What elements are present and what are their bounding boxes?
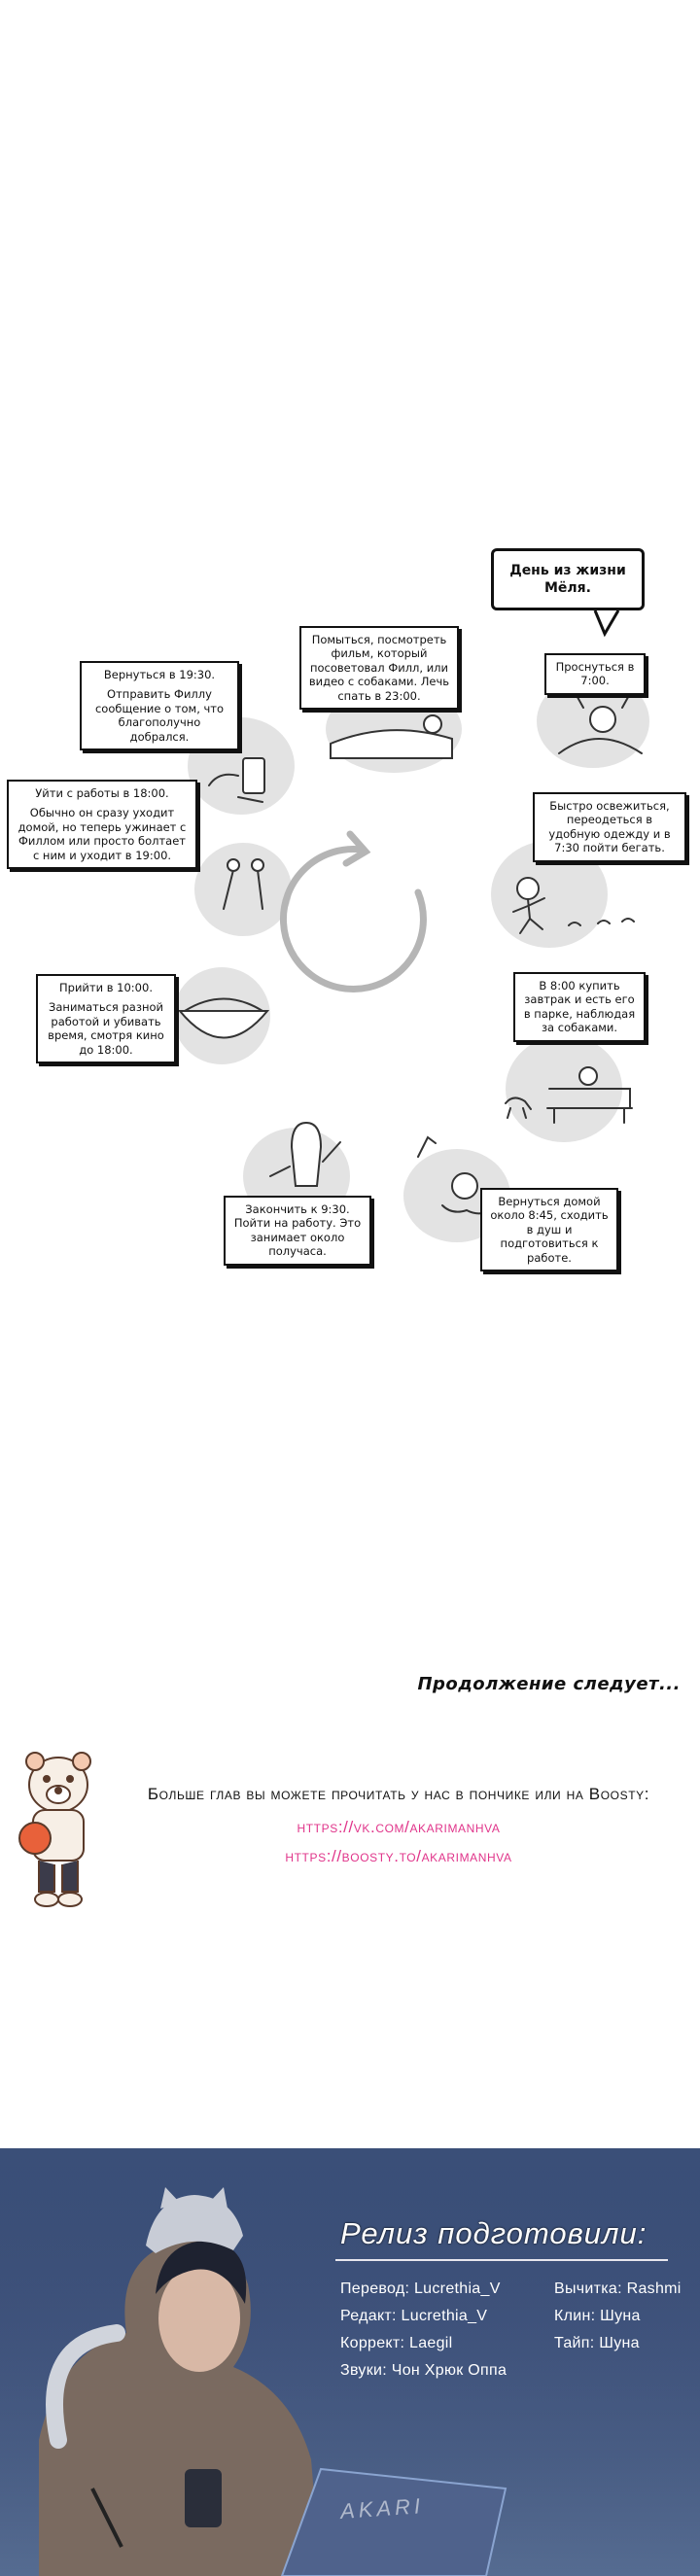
schedule-title-bubble: День из жизни Мёля. xyxy=(491,548,645,610)
note-wake-text: Проснуться в 7:00. xyxy=(555,660,635,688)
note-arrive-text: Заниматься разной работой и убивать время, смотря кино до 18:00. xyxy=(48,1000,164,1057)
note-finish xyxy=(224,1196,371,1266)
credit-cleaning: Клин: Шуна xyxy=(554,2308,641,2324)
note-return-text: Отправить Филлу сообщение о том, что благополучно добрался. xyxy=(94,687,225,744)
vk-link[interactable]: https://vk.com/akarimanhva xyxy=(297,1818,501,1836)
to-be-continued: Продолжение следует... xyxy=(417,1674,681,1694)
note-breakfast-text: В 8:00 купить завтрак и есть его в парке, наблюдая за собаками. xyxy=(523,979,636,1035)
note-leave xyxy=(7,780,197,869)
credit-proofreading: Коррект: Laegil xyxy=(340,2335,453,2351)
promo-text: Больше глав вы можете прочитать у нас в пончике или на Boosty: xyxy=(147,1785,650,1803)
credits-title: Релиз подготовили: xyxy=(340,2216,648,2250)
cycle-arrow xyxy=(283,834,423,989)
credit-reading: Вычитка: Rashmi xyxy=(554,2280,682,2297)
note-breakfast xyxy=(513,972,646,1042)
credit-editor: Редакт: Lucrethia_V xyxy=(340,2308,488,2324)
credits-divider xyxy=(335,2259,668,2261)
boosty-link[interactable]: https://boosty.to/akarimanhva xyxy=(285,1847,512,1865)
title-bubble-tail xyxy=(595,610,618,634)
note-home xyxy=(480,1188,618,1271)
blob-chat xyxy=(194,843,292,936)
note-leave-text: Обычно он сразу уходит домой, но теперь ужинает с Филлом или просто болтает с ним и уходит в 19:00. xyxy=(18,806,187,862)
note-leave-time: Уйти с работы в 18:00. xyxy=(35,786,169,800)
akari-watermark: AKARI xyxy=(339,2493,425,2524)
credit-typesetting: Тайп: Шуна xyxy=(554,2335,640,2351)
bear-mascot-icon xyxy=(10,1746,107,1916)
note-wash xyxy=(533,792,686,862)
person-face xyxy=(158,2265,240,2372)
credit-translation: Перевод: Lucrethia_V xyxy=(340,2280,501,2297)
note-evening-text: Помыться, посмотреть фильм, который посоветовал Филл, или видео с собаками. Лечь спать в 23:00. xyxy=(308,633,450,703)
credit-sounds: Звуки: Чон Хрюк Оппа xyxy=(340,2362,508,2379)
credits-panel xyxy=(0,2148,700,2576)
daily-schedule-diagram xyxy=(0,525,700,1283)
note-home-text: Вернуться домой около 8:45, сходить в душ и подготовиться к работе. xyxy=(490,1195,609,1265)
note-arrive xyxy=(36,974,176,1063)
laptop xyxy=(282,2469,506,2576)
note-evening xyxy=(299,626,459,710)
note-return-time: Вернуться в 19:30. xyxy=(103,668,216,681)
note-wake xyxy=(544,653,646,695)
note-finish-text: Закончить к 9:30. Пойти на работу. Это занимает около получаса. xyxy=(233,1202,362,1259)
note-return xyxy=(80,661,239,750)
note-arrive-time: Прийти в 10:00. xyxy=(59,981,153,994)
note-wash-text: Быстро освежиться, переодеться в удобную одежду и в 7:30 пойти бегать. xyxy=(548,799,671,855)
cup xyxy=(185,2469,222,2527)
